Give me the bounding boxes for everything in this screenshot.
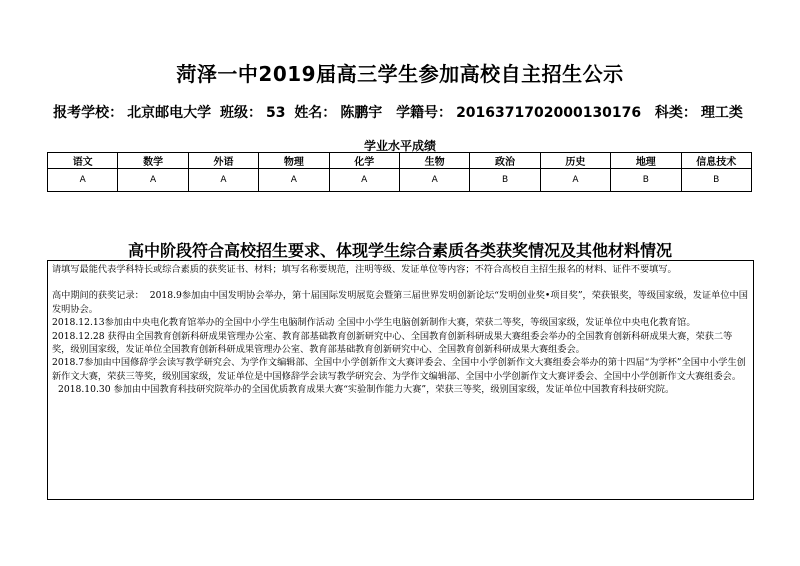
school-value: 北京邮电大学 bbox=[127, 105, 212, 121]
subject-header: 外语 bbox=[188, 153, 258, 169]
page-title: 菏泽一中2019届高三学生参加高校自主招生公示 bbox=[176, 62, 624, 86]
track-label: 科类： bbox=[654, 105, 697, 121]
subject-header: 地理 bbox=[611, 153, 681, 169]
awards-intro bbox=[52, 289, 749, 316]
grade-cell: A bbox=[329, 169, 399, 192]
grade-cell: A bbox=[259, 169, 329, 192]
subject-header: 信息技术 bbox=[681, 153, 751, 169]
grade-cell: A bbox=[399, 169, 469, 192]
award-item: 2018.12.28 获得由全国教育创新科研成果管理办公室、教育部基础教育创新研究中心、全国教育创新科研成果大赛组委会举办的全国教育创新科研成果大赛，荣获二等奖，级别国家级，发证单位全国教育创新科研成果管理办公室、教育部基础教育创新研究中心、全国教育创新科研成果大赛组委会。 bbox=[52, 330, 733, 356]
grade-cell: A bbox=[188, 169, 258, 192]
class-label: 班级： bbox=[219, 105, 262, 121]
grades-table bbox=[47, 152, 752, 192]
student-info bbox=[0, 102, 800, 122]
name-label: 姓名： bbox=[294, 105, 337, 121]
subject-header: 语文 bbox=[48, 153, 118, 169]
grade-cell: A bbox=[48, 169, 118, 192]
awards-intro-label: 高中期间的获奖记录： bbox=[52, 290, 144, 302]
awards-box bbox=[47, 260, 754, 500]
award-item: 2018.9参加由中国发明协会举办，第十届国际发明展览会暨第三届世界发明创新论坛“发明创业奖•项目奖”，荣获银奖，等级国家级，发证单位中国发明协会。 bbox=[52, 290, 748, 315]
award-item: 2018.10.30 参加由中国教育科技研究院举办的全国优质教育成果大赛“实验制作能力大赛”，荣获三等奖，级别国家级，发证单位中国教育科技研究院。 bbox=[58, 384, 675, 396]
grades-header-row bbox=[48, 153, 752, 169]
award-item: 2018.12.13参加由中央电化教育馆举办的全国中小学生电脑制作活动 全国中小学生电脑创新制作大赛，荣获二等奖，等级国家级，发证单位中央电化教育馆。 bbox=[52, 317, 696, 329]
track-value: 理工类 bbox=[700, 105, 743, 121]
grade-cell: A bbox=[118, 169, 188, 192]
grade-cell: B bbox=[470, 169, 540, 192]
subject-header: 历史 bbox=[540, 153, 610, 169]
school-label: 报考学校： bbox=[53, 105, 124, 121]
student-id-value: 2016371702000130176 bbox=[456, 105, 642, 121]
grade-cell: B bbox=[611, 169, 681, 192]
subject-header: 化学 bbox=[329, 153, 399, 169]
class-value: 53 bbox=[265, 105, 286, 121]
subject-header: 生物 bbox=[399, 153, 469, 169]
grades-value-row bbox=[48, 169, 752, 192]
student-id-label: 学籍号： bbox=[396, 105, 453, 121]
subject-header: 数学 bbox=[118, 153, 188, 169]
subject-header: 物理 bbox=[259, 153, 329, 169]
name-value: 陈鹏宇 bbox=[340, 105, 383, 121]
subject-header: 政治 bbox=[470, 153, 540, 169]
award-item: 2018.7参加由中国修辞学会读写教学研究会、为学作文编辑部、全国中小学创新作文大赛评委会、全国中小学创新作文大赛组委会举办的第十四届“为学杯”全国中小学生创新作文大赛，荣获三等奖，级别国家级，发证单位是中国修辞学会读写教学研究会、为学作文编辑部、全国中小学创新作文大赛评委会、全国中小学创新作文大赛组委会。 bbox=[52, 357, 746, 382]
grades-caption: 学业水平成绩 bbox=[363, 139, 436, 153]
awards-instructions: 请填写最能代表学科特长或综合素质的获奖证书、材料；填写名称要规范，注明等级、发证单位等内容；不符合高校自主招生报名的材料、证件不要填写。 bbox=[52, 264, 677, 275]
grade-cell: A bbox=[540, 169, 610, 192]
awards-section-title: 高中阶段符合高校招生要求、体现学生综合素质各类获奖情况及其他材料情况 bbox=[127, 241, 672, 260]
grade-cell: B bbox=[681, 169, 751, 192]
